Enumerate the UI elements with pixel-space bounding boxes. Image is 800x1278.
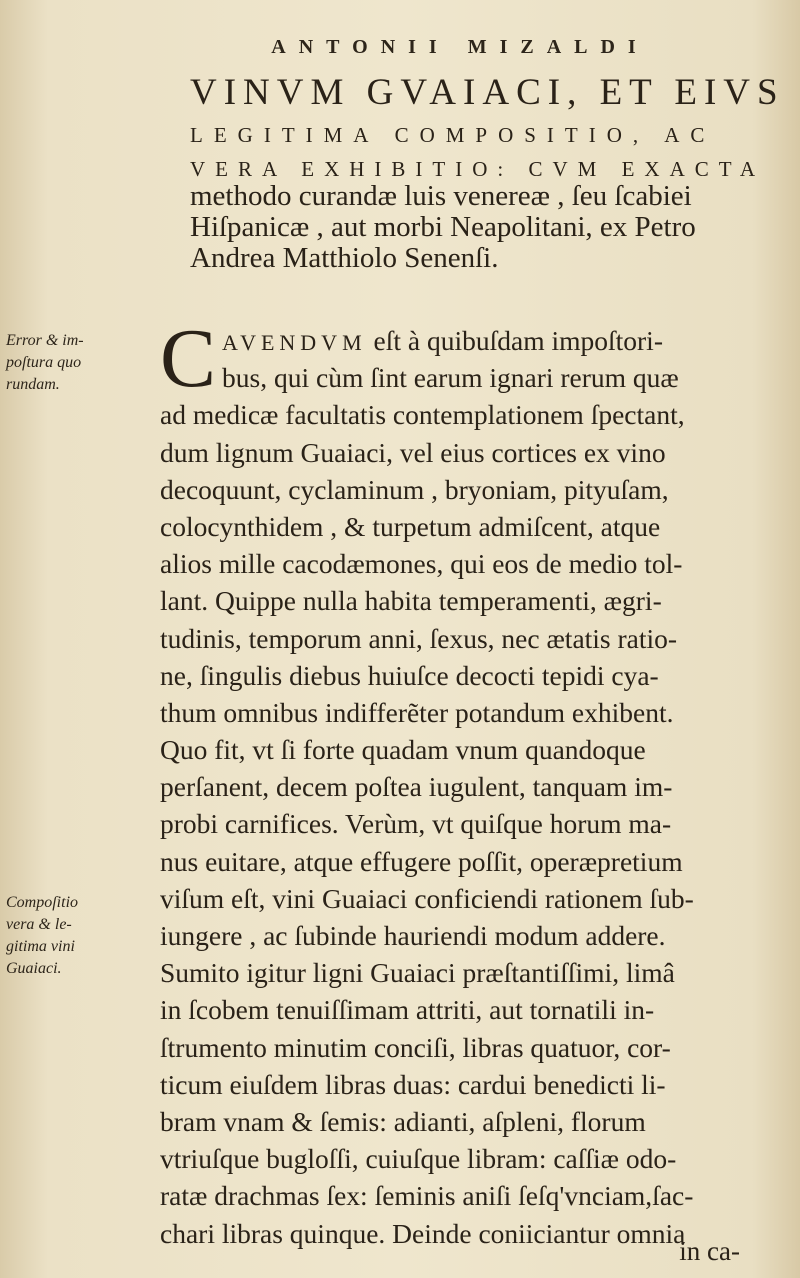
margin-note-compositio [6, 892, 156, 980]
title-line-6: Andrea Matthiolo Senenſi. [190, 242, 499, 275]
body-line: probi carnifices. Verùm, vt quiſque horum ma- [160, 808, 672, 840]
body-line-first [160, 322, 772, 359]
body-line-text: eſt à quibuſdam impoſtori- [373, 325, 663, 356]
catchword: in ca- [679, 1236, 740, 1266]
body-line: nus euitare, atque effugere poſſit, operæpretium [160, 845, 683, 877]
body-text [160, 312, 772, 1252]
margin-note-line: Compoſitio [6, 894, 79, 911]
margin-note-line: rundam. [6, 376, 60, 393]
body-line: Quo fit, vt ſi forte quadam vnum quandoque [160, 734, 646, 766]
body-line: thum omnibus indifferẽter potandum exhibent. [160, 696, 674, 728]
body-line: viſum eſt, vini Guaiaci conficiendi rationem ſub- [160, 882, 694, 914]
body-line: chari libras quinque. Deinde coniiciantur omnia [160, 1217, 686, 1249]
margin-note-error [6, 330, 156, 396]
body-line: tudinis, temporum anni, ſexus, nec ætatis ratio- [160, 622, 678, 654]
body-line: alios mille cacodæmones, qui eos de medio tol- [160, 548, 683, 580]
body-line: decoquunt, cyclaminum , bryoniam, pityuſam, [160, 473, 669, 505]
body-line: Sumito igitur ligni Guaiaci præſtantiſſimi, limâ [160, 957, 675, 989]
opening-word: AVENDVM [222, 330, 367, 355]
title-line-1: VINVM GVAIACI, ET EIVS [190, 72, 785, 113]
body-line: ne, ſingulis diebus huiuſce decocti tepidi cya- [160, 659, 659, 691]
title-line-5: Hiſpanicæ , aut morbi Neapolitani, ex Petro [190, 211, 696, 244]
margin-note-line: poſtura quo [6, 354, 82, 371]
body-line: colocynthidem , & turpetum admiſcent, atque [160, 510, 661, 542]
margin-note-line: gitima vini [6, 938, 75, 955]
body-line: bus, qui cùm ſint earum ignari rerum quæ [222, 362, 679, 394]
title-line-4: methodo curandæ luis venereæ , ſeu ſcabiei [190, 179, 692, 212]
title-block [190, 72, 785, 275]
body-line: vtriuſque bugloſſi, cuiuſque libram: caſſiæ odo- [160, 1143, 677, 1175]
body-line: ſtrumento minutim conciſi, libras quatuor, cor- [160, 1031, 671, 1063]
body-line: iungere , ac ſubinde hauriendi modum addere. [160, 920, 666, 951]
margin-note-line: vera & le- [6, 916, 72, 933]
body-line: ticum eiuſdem libras duas: cardui benedicti li- [160, 1068, 666, 1100]
title-line-3: VERA EXHIBITIO: CVM EXACTA [190, 156, 766, 181]
margin-note-line: Guaiaci. [6, 960, 62, 977]
body-line: perſanent, decem poſtea iugulent, tanquam im- [160, 771, 673, 803]
title-line-2: LEGITIMA COMPOSITIO, AC [190, 122, 716, 147]
body-line: ad medicæ facultatis contemplationem ſpectant, [160, 399, 685, 431]
body-line: dum lignum Guaiaci, vel eius cortices ex vino [160, 436, 666, 468]
body-line: ratæ drachmas ſex: ſeminis aniſi ſeſq'vnciam,ſac- [160, 1180, 694, 1212]
running-head: ANTONII MIZALDI [271, 36, 649, 58]
body-line: lant. Quippe nulla habita temperamenti, ægri- [160, 585, 662, 617]
drop-capital: C [160, 312, 217, 405]
margin-note-line: Error & im- [6, 332, 84, 349]
body-line: in ſcobem tenuiſſimam attriti, aut tornatili in- [160, 994, 655, 1026]
body-line: bram vnam & ſemis: adianti, aſpleni, florum [160, 1105, 646, 1137]
